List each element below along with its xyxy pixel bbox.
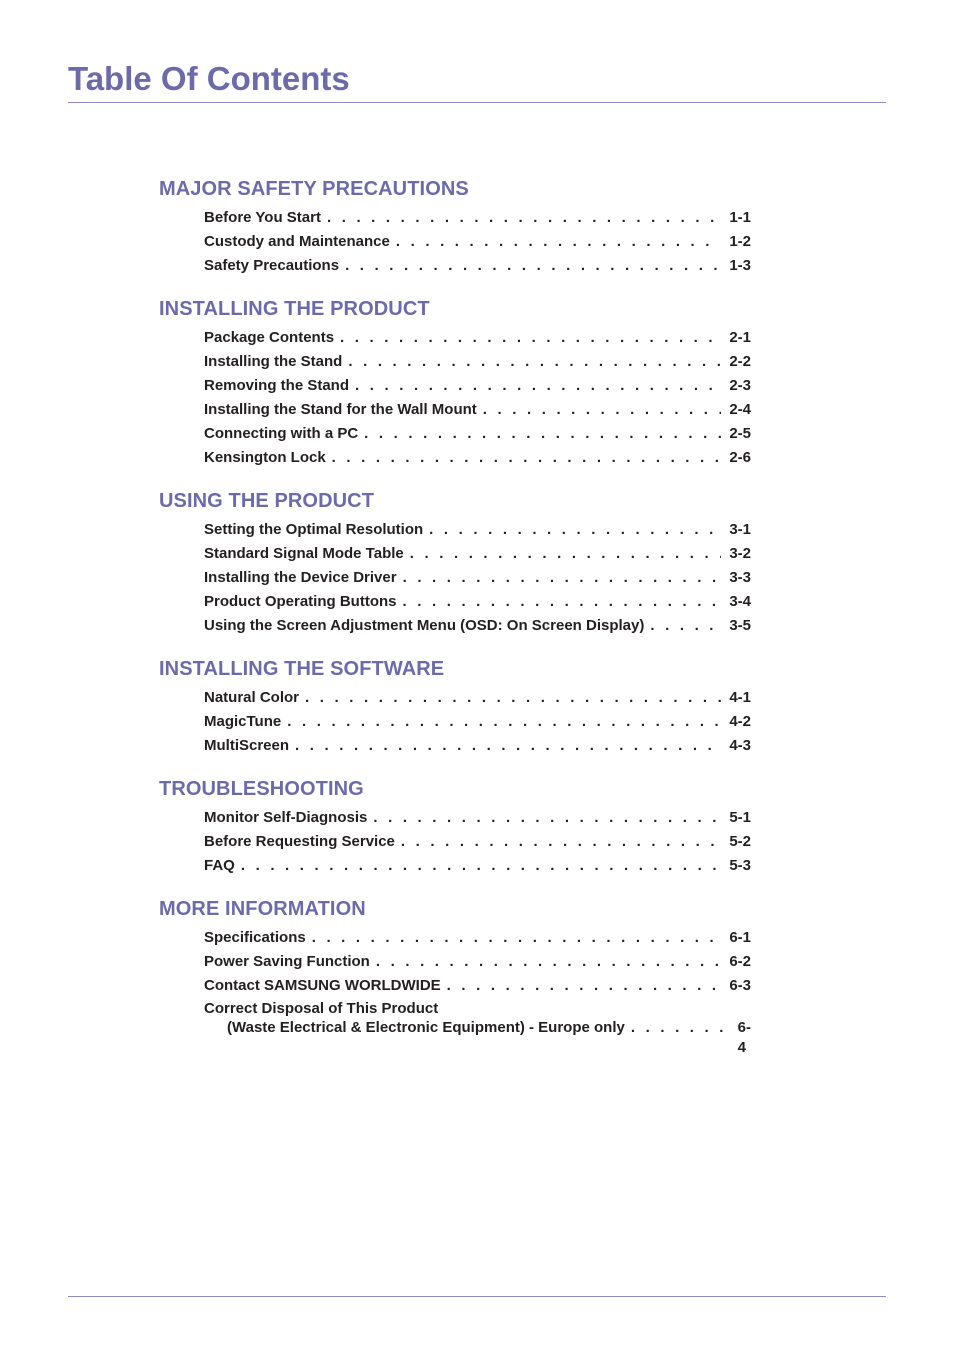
page-title: Table Of Contents [68,60,350,97]
dot-leader [410,542,722,566]
dot-leader [305,686,721,710]
dot-leader [345,254,721,278]
entry-label: Removing the Stand [204,377,350,394]
entry-page-number: 3-2 [729,545,751,562]
toc-entry[interactable] [204,398,751,422]
section-heading[interactable]: MORE INFORMATION [159,898,366,920]
toc-entry[interactable] [204,254,751,278]
toc-entry[interactable] [204,422,751,446]
toc-entry[interactable] [204,374,751,398]
entry-page-number: 2-2 [729,353,751,370]
toc-entry[interactable] [204,350,751,374]
entry-label: Before Requesting Service [204,833,395,850]
toc-section-installing-the-product [159,296,751,470]
toc-entry[interactable] [204,230,751,254]
toc-entry[interactable] [204,806,751,830]
toc-entry[interactable] [204,710,751,734]
dot-leader [340,326,721,350]
toc-entry-multiline[interactable] [204,998,751,1058]
toc-entry[interactable] [204,926,751,950]
entry-label: Installing the Device Driver [204,569,397,586]
dot-leader [403,590,722,614]
entry-label: Product Operating Buttons [204,593,397,610]
toc-entry[interactable] [204,326,751,350]
entry-label: Contact SAMSUNG WORLDWIDE [204,977,441,994]
entry-page-number: 5-2 [729,833,751,850]
toc-entry[interactable] [204,686,751,710]
entry-page-number: 1-1 [729,209,751,226]
toc-section-installing-the-software [159,656,751,758]
entry-label: FAQ [204,857,235,874]
dot-leader [355,374,721,398]
dot-leader [401,830,721,854]
dot-leader [447,974,722,998]
toc-section-using-the-product [159,488,751,638]
dot-leader [312,926,722,950]
entry-page-number: 6-2 [729,953,751,970]
entry-label: Correct Disposal of This Product [204,1000,439,1017]
section-heading[interactable]: MAJOR SAFETY PRECAUTIONS [159,178,469,200]
entry-page-number: 3-1 [729,521,751,538]
entry-continuation [204,1018,751,1058]
toc-entry[interactable] [204,590,751,614]
entry-page-number: 5-1 [729,809,751,826]
table-of-contents [159,176,751,1076]
entry-label-continuation: (Waste Electrical & Electronic Equipment) - Europe only [227,1019,625,1036]
toc-entry[interactable] [204,542,751,566]
dot-leader [241,854,721,878]
entry-page-number: 2-5 [729,425,751,442]
entry-label: MagicTune [204,713,282,730]
entry-label: Specifications [204,929,306,946]
entry-page-number: 1-2 [729,233,751,250]
entry-label: MultiScreen [204,737,290,754]
dot-leader [364,422,721,446]
section-heading[interactable]: TROUBLESHOOTING [159,778,364,800]
entry-label: Kensington Lock [204,449,326,466]
toc-entry[interactable] [204,734,751,758]
section-heading[interactable]: USING THE PRODUCT [159,490,375,512]
entry-label: Natural Color [204,689,300,706]
dot-leader [287,710,721,734]
entry-label: Monitor Self-Diagnosis [204,809,368,826]
toc-entry[interactable] [204,974,751,998]
entry-label: Connecting with a PC [204,425,359,442]
entry-page-number: 2-4 [729,401,751,418]
dot-leader [483,398,722,422]
entry-page-number: 1-3 [729,257,751,274]
dot-leader [348,350,721,374]
entry-page-number: 6-1 [729,929,751,946]
entry-label: Setting the Optimal Resolution [204,521,424,538]
entry-page-number: 2-1 [729,329,751,346]
dot-leader [327,206,721,230]
entry-page-number: 4-1 [729,689,751,706]
toc-section-troubleshooting [159,776,751,878]
entry-label: Package Contents [204,329,335,346]
entry-page-number: 2-6 [729,449,751,466]
entry-label: Power Saving Function [204,953,370,970]
entry-page-number: 3-3 [729,569,751,586]
dot-leader [429,518,721,542]
toc-section-major-safety-precautions [159,176,751,278]
entry-page-number: 6-3 [729,977,751,994]
dot-leader [650,614,721,638]
entry-page-number: 4-2 [729,713,751,730]
toc-entry[interactable] [204,446,751,470]
toc-entry[interactable] [204,206,751,230]
entry-label: Using the Screen Adjustment Menu (OSD: On Screen Display) [204,617,645,634]
entry-label: Custody and Maintenance [204,233,390,250]
entry-page-number: 4-3 [729,737,751,754]
footer-divider [68,1296,886,1297]
entry-label: Installing the Stand for the Wall Mount [204,401,477,418]
dot-leader [373,806,721,830]
section-heading[interactable]: INSTALLING THE PRODUCT [159,298,430,320]
toc-entry[interactable] [204,614,751,638]
dot-leader [631,1018,730,1038]
toc-section-more-information [159,896,751,1058]
section-heading[interactable]: INSTALLING THE SOFTWARE [159,658,445,680]
toc-entry[interactable] [204,854,751,878]
entry-page-number: 5-3 [729,857,751,874]
title-divider [68,102,886,103]
dot-leader [396,230,721,254]
entry-label: Standard Signal Mode Table [204,545,404,562]
dot-leader [376,950,721,974]
entry-label: Installing the Stand [204,353,343,370]
toc-entry[interactable] [204,518,751,542]
entry-label: Safety Precautions [204,257,340,274]
entry-page-number: 6-4 [737,1019,751,1056]
entry-page-number: 2-3 [729,377,751,394]
dot-leader [332,446,722,470]
entry-page-number: 3-5 [729,617,751,634]
toc-entry[interactable] [204,830,751,854]
toc-entry[interactable] [204,950,751,974]
entry-label: Before You Start [204,209,321,226]
dot-leader [403,566,722,590]
entry-page-number: 3-4 [729,593,751,610]
toc-entry[interactable] [204,566,751,590]
dot-leader [295,734,721,758]
